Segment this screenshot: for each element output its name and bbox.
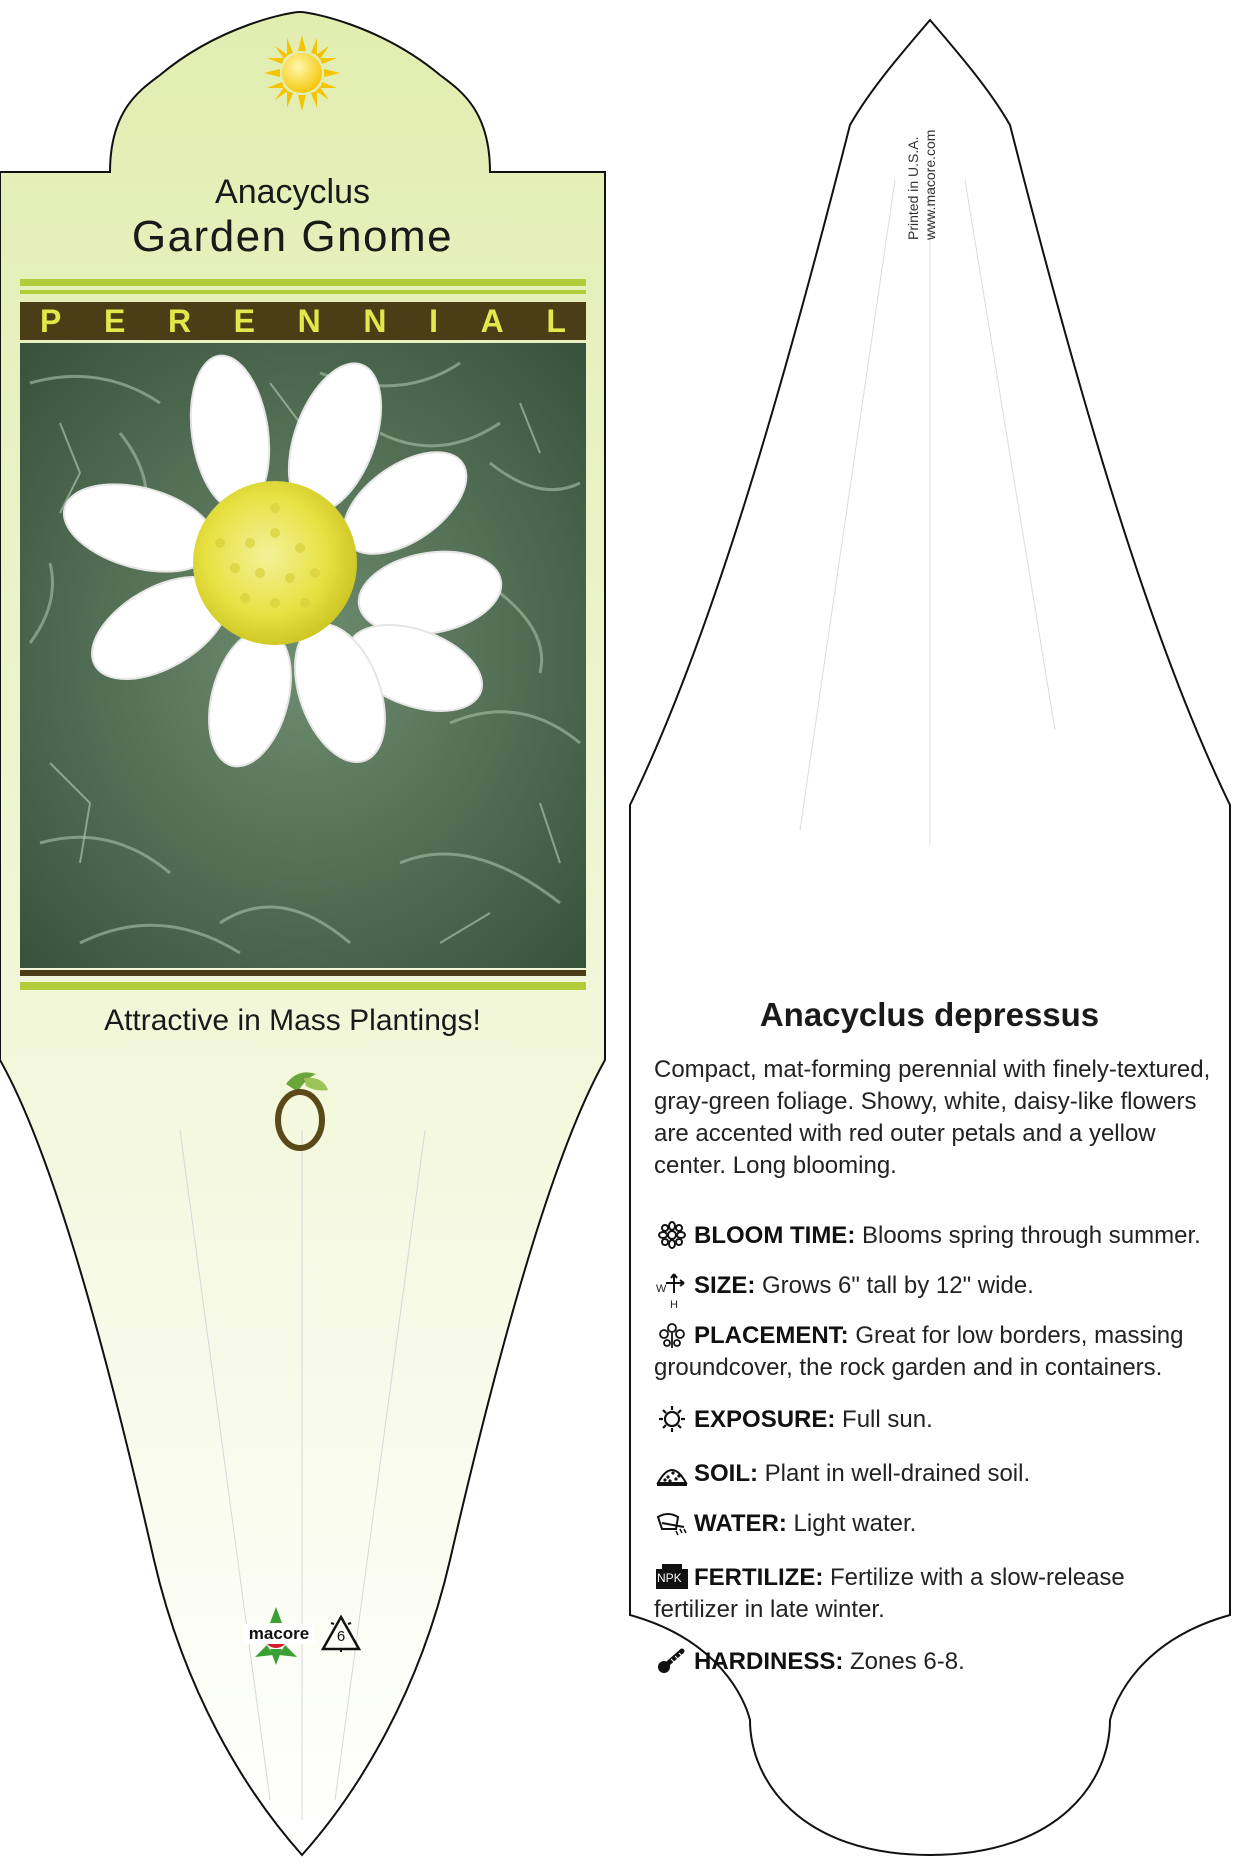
thermometer-icon <box>654 1647 690 1675</box>
hardiness-text: Zones 6-8. <box>850 1648 965 1675</box>
watering-can-icon <box>654 1509 690 1537</box>
size-icon-w: W <box>656 1283 667 1295</box>
size-label: SIZE: <box>694 1272 756 1299</box>
category-letter: R <box>167 302 192 339</box>
category-letter: E <box>233 302 256 339</box>
info-size <box>654 1270 1214 1311</box>
category-letter: A <box>480 302 504 339</box>
flower-photo <box>20 343 586 968</box>
category-letter: I <box>429 302 438 339</box>
placement-label: PLACEMENT: <box>694 1322 849 1349</box>
info-soil <box>654 1458 1214 1490</box>
placement-icon <box>654 1321 690 1349</box>
category-letter: N <box>363 302 387 339</box>
hardiness-label: HARDINESS: <box>694 1648 844 1675</box>
sun-logo-icon <box>262 33 342 113</box>
water-label: WATER: <box>694 1510 787 1537</box>
size-text: Grows 6" tall by 12" wide. <box>762 1272 1034 1299</box>
category-letter: P <box>40 302 62 339</box>
plant-cultivar: Garden Gnome <box>131 212 454 261</box>
category-letter: L <box>546 302 566 339</box>
tagline: Attractive in Mass Plantings! <box>104 1004 481 1037</box>
placement-text: Great for low borders, massing groundcover, the rock garden and in containers. <box>654 1322 1184 1381</box>
category-band <box>20 302 586 340</box>
water-text: Light water. <box>793 1510 917 1537</box>
website-line: www.macore.com <box>922 129 938 240</box>
soil-text: Plant in well-drained soil. <box>764 1460 1031 1487</box>
exposure-text: Full sun. <box>842 1406 933 1433</box>
bloom-time-text: Blooms spring through summer. <box>861 1222 1201 1249</box>
sun-icon <box>654 1405 690 1433</box>
botanical-name: Anacyclus depressus <box>759 996 1100 1033</box>
category-letter: N <box>297 302 321 339</box>
fertilize-text: Fertilize with a slow-release fertilizer in late winter. <box>654 1564 1125 1623</box>
info-exposure <box>654 1404 1214 1436</box>
bloom-time-label: BLOOM TIME: <box>694 1222 856 1249</box>
description: Compact, mat-forming perennial with finely-textured, gray-green foliage. Showy, white, daisy-like flowers are accented with red outer petals and a yellow center. Long blooming. <box>654 1056 1211 1179</box>
info-hardiness <box>654 1646 1214 1678</box>
info-water <box>654 1508 1214 1540</box>
printed-notice <box>905 100 938 240</box>
info-fertilize <box>654 1562 1214 1626</box>
recycle-code: 6 <box>336 1628 346 1645</box>
info-placement <box>654 1320 1214 1384</box>
soil-icon <box>654 1459 690 1487</box>
npk-text: NPK <box>657 1571 682 1585</box>
sprout-logo-icon <box>268 1068 338 1152</box>
npk-icon <box>654 1563 690 1591</box>
printed-line: Printed in U.S.A. <box>905 136 921 240</box>
fertilize-label: FERTILIZE: <box>694 1564 824 1591</box>
size-icon <box>654 1271 690 1311</box>
size-icon-h: H <box>670 1299 678 1311</box>
flower-icon <box>654 1221 690 1249</box>
info-bloom-time <box>654 1220 1214 1252</box>
brand-name: macore <box>243 1624 315 1644</box>
category-letter: E <box>103 302 126 339</box>
exposure-label: EXPOSURE: <box>694 1406 836 1433</box>
soil-label: SOIL: <box>694 1460 758 1487</box>
plant-genus: Anacyclus <box>215 173 370 211</box>
